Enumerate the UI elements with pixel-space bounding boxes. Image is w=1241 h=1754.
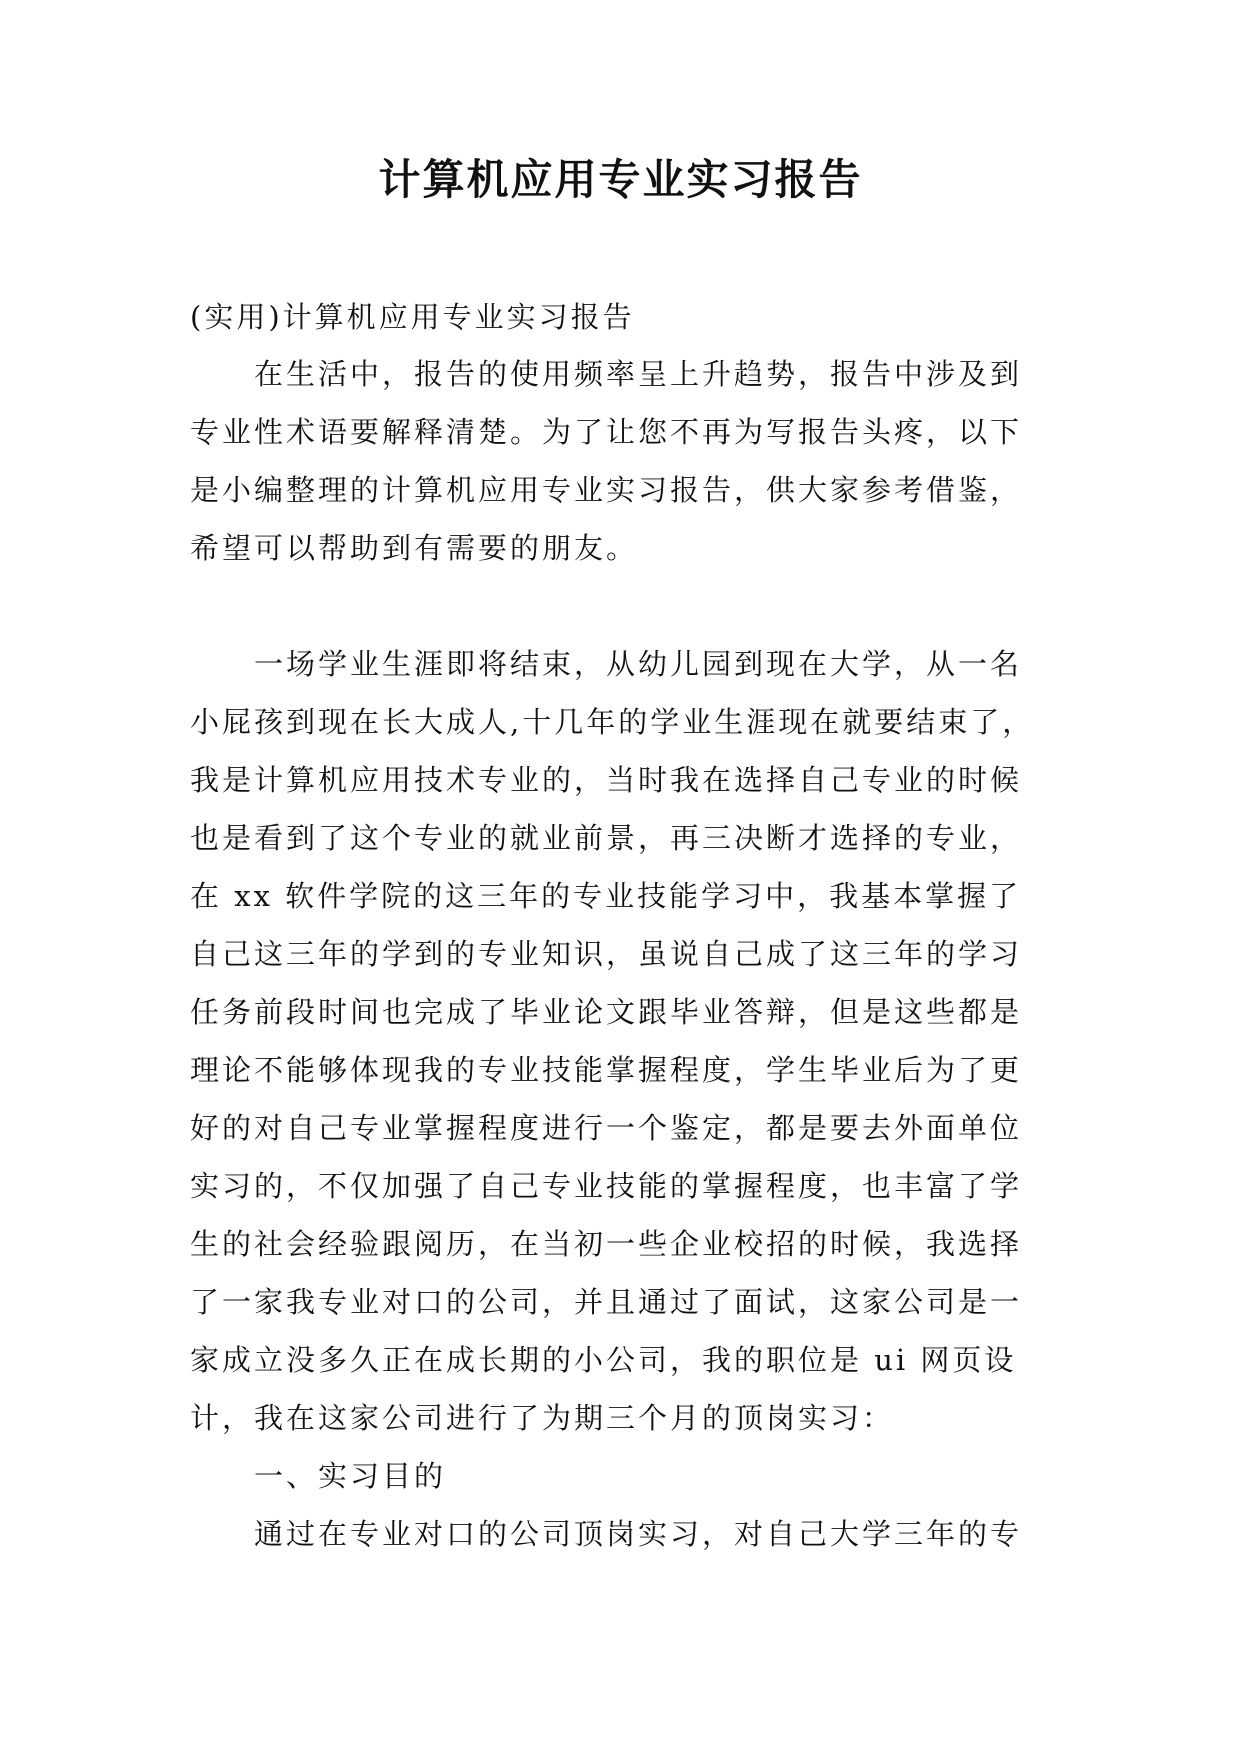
main-line: 也是看到了这个专业的就业前景，再三决断才选择的专业， <box>190 821 1023 855</box>
main-line: 理论不能够体现我的专业技能掌握程度，学生毕业后为了更 <box>190 1053 1023 1087</box>
intro-line: 在生活中，报告的使用频率呈上升趋势，报告中涉及到 <box>254 357 1023 391</box>
main-line: 计，我在这家公司进行了为期三个月的顶岗实习： <box>190 1401 895 1435</box>
document-subtitle <box>190 288 1070 346</box>
main-line: 自己这三年的学到的专业知识，虽说自己成了这三年的学习 <box>190 937 1023 971</box>
section-first-line: 通过在专业对口的公司顶岗实习，对自己大学三年的专 <box>254 1517 1023 1551</box>
main-line: 在 xx 软件学院的这三年的专业技能学习中，我基本掌握了 <box>190 879 1022 913</box>
main-paragraph <box>190 635 1070 1563</box>
main-line: 小屁孩到现在长大成人,十几年的学业生涯现在就要结束了， <box>190 705 1035 739</box>
main-line: 一场学业生涯即将结束，从幼儿园到现在大学，从一名 <box>254 647 1023 681</box>
main-line: 我是计算机应用技术专业的，当时我在选择自己专业的时候 <box>190 763 1023 797</box>
main-line: 了一家我专业对口的公司，并且通过了面试，这家公司是一 <box>190 1285 1023 1319</box>
document-title: 计算机应用专业实习报告 <box>378 155 863 204</box>
intro-line: 是小编整理的计算机应用专业实习报告，供大家参考借鉴， <box>190 473 1023 507</box>
main-line: 家成立没多久正在成长期的小公司，我的职位是 ui 网页设 <box>190 1343 1017 1377</box>
intro-line: 专业性术语要解释清楚。为了让您不再为写报告头疼，以下 <box>190 415 1023 449</box>
main-line: 实习的，不仅加强了自己专业技能的掌握程度，也丰富了学 <box>190 1169 1023 1203</box>
main-line: 生的社会经验跟阅历，在当初一些企业校招的时候，我选择 <box>190 1227 1023 1261</box>
intro-paragraph <box>190 345 1070 577</box>
main-line: 任务前段时间也完成了毕业论文跟毕业答辩，但是这些都是 <box>190 995 1023 1029</box>
subtitle-line: (实用)计算机应用专业实习报告 <box>190 300 635 334</box>
main-line: 好的对自己专业掌握程度进行一个鉴定，都是要去外面单位 <box>190 1111 1023 1145</box>
section-heading: 一、实习目的 <box>254 1459 447 1493</box>
intro-line: 希望可以帮助到有需要的朋友。 <box>190 531 639 565</box>
